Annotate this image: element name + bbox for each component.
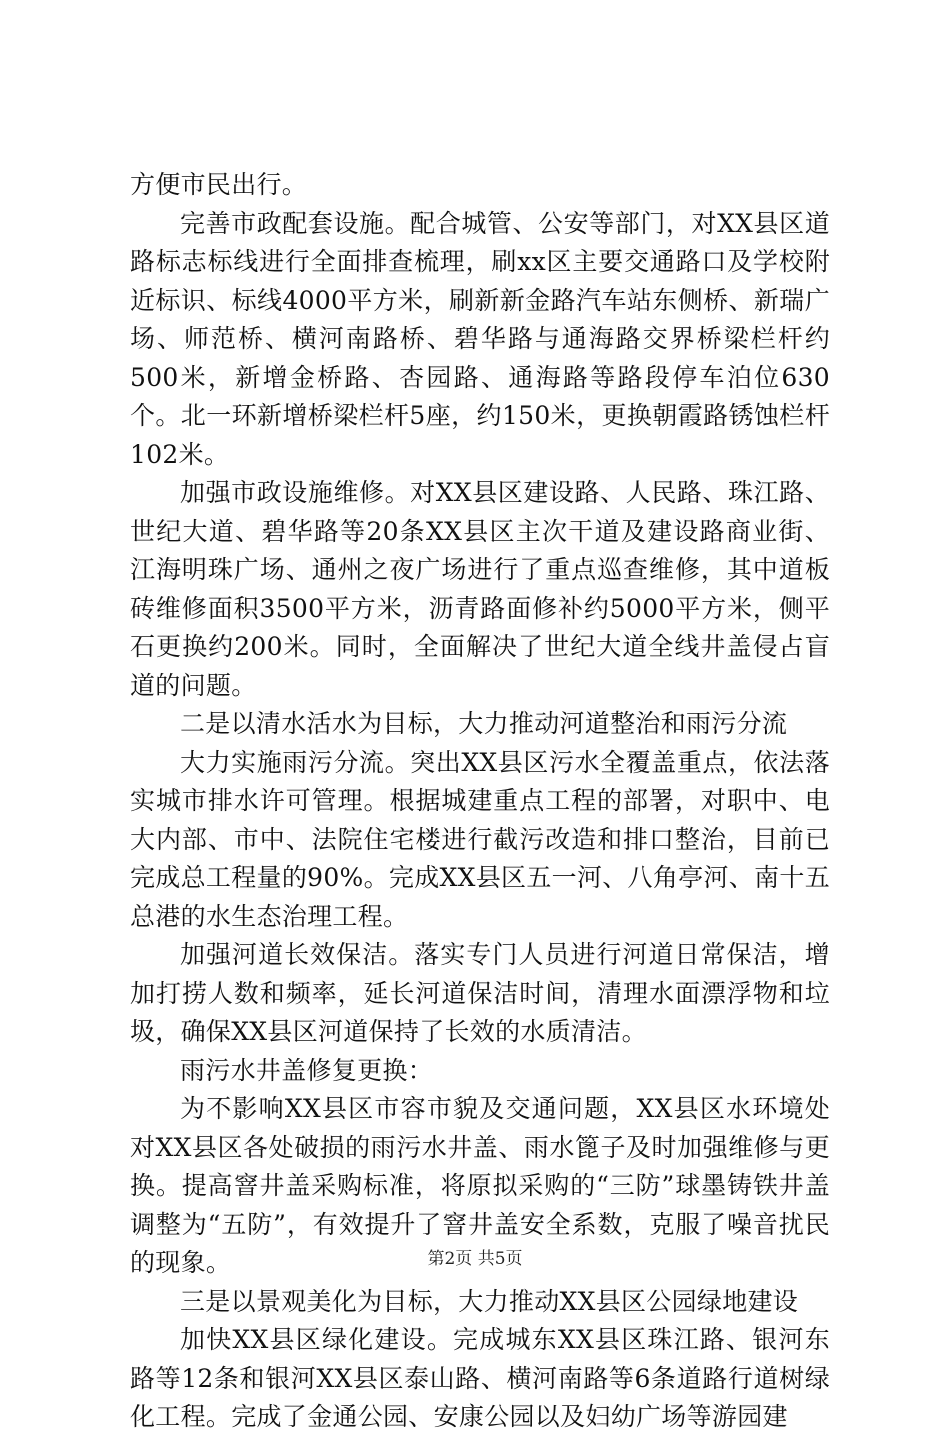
paragraph-municipal-facilities: 完善市政配套设施。配合城管、公安等部门，对XX县区道路标志标线进行全面排查梳理，刷xx区主要交通路口及学校附近标识、标线4000平方米，刷新新金路汽车站东侧桥、新瑞广场、师范桥、横河南路桥、碧华路与通海路交界桥梁栏杆约500米，新增金桥路、杏园路、通海路等路段停车泊位630个。北一环新增桥梁栏杆5座，约150米，更换朝霞路锈蚀栏杆102米。 bbox=[130, 208, 830, 469]
paragraph-continuation: 方便市民出行。 bbox=[130, 170, 308, 199]
paragraph-greening-construction: 加快XX县区绿化建设。完成城东XX县区珠江路、银河东路等12条和银河XX县区泰山路、横河南路等6条道路行道树绿化工程。完成了金通公园、安康公园以及妇幼广场等游园建 bbox=[130, 1325, 830, 1431]
paragraph-river-cleaning: 加强河道长效保洁。落实专门人员进行河道日常保洁，增加打捞人数和频率，延长河道保洁时间，清理水面漂浮物和垃圾，确保XX县区河道保持了长效的水质清洁。 bbox=[130, 940, 830, 1046]
paragraph-facility-maintenance: 加强市政设施维修。对XX县区建设路、人民路、珠江路、世纪大道、碧华路等20条XX县区主次干道及建设路商业街、江海明珠广场、通州之夜广场进行了重点巡查维修，其中道板砖维修面积3500平方米，沥青路面修补约5000平方米，侧平石更换约200米。同时，全面解决了世纪大道全线井盖侵占盲道的问题。 bbox=[130, 478, 830, 700]
section-heading-river-rehabilitation: 二是以清水活水为目标，大力推动河道整治和雨污分流 bbox=[180, 709, 788, 738]
section-heading-park-greening: 三是以景观美化为目标，大力推动XX县区公园绿地建设 bbox=[180, 1286, 799, 1316]
paragraph-rain-sewage-separation: 大力实施雨污分流。突出XX县区污水全覆盖重点，依法落实城市排水许可管理。根据城建重点工程的部署，对职中、电大内部、市中、法院住宅楼进行截污改造和排口整治，目前已完成总工程量的90%。完成XX县区五一河、八角亭河、南十五总港的水生态治理工程。 bbox=[130, 747, 830, 931]
subheading-manhole-covers: 雨污水井盖修复更换： bbox=[180, 1055, 434, 1085]
page-number-footer: 第2页 共5页 bbox=[427, 1249, 523, 1269]
paragraph-manhole-covers: 为不影响XX县区市容市貌及交通问题，XX县区水环境处对XX县区各处破损的雨污水井盖、雨水篦子及时加强维修与更换。提高窨井盖采购标准，将原拟采购的“三防”球墨铸铁井盖调整为“五防”，有效提升了窨井盖安全系数，克服了噪音扰民的现象。 bbox=[130, 1094, 830, 1277]
